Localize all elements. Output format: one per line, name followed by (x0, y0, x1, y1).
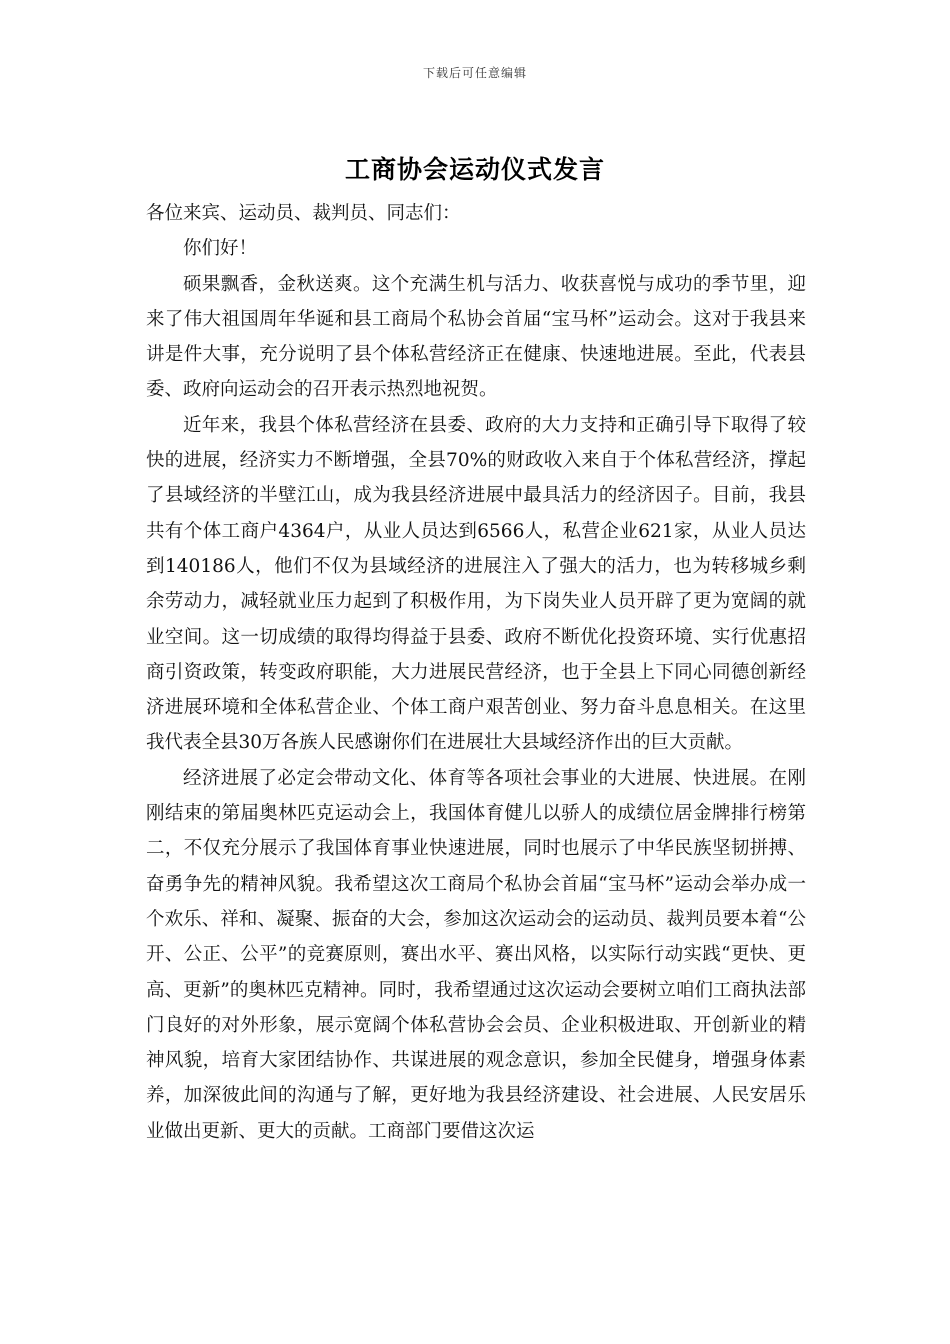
paragraph-greeting: 你们好！ (183, 238, 258, 260)
paragraph-1: 硕果飘香，金秋送爽。这个充满生机与活力、收获喜悦与成功的季节里，迎来了伟大祖国周年华诞和县工商局个私协会首届“宝马杯”运动会。这对于我县来讲是件大事，充分说明了县个体私营经济正在健康、快速地进展。至此，代表县委、政府向运动会的召开表示热烈地祝贺。 (146, 273, 806, 401)
paragraph-3: 经济进展了必定会带动文化、体育等各项社会事业的大进展、快进展。在刚刚结束的第届奥林匹克运动会上，我国体育健儿以骄人的成绩位居金牌排行榜第二，不仅充分展示了我国体育事业快速进展，同时也展示了中华民族坚韧拼搏、奋勇争先的精神风貌。我希望这次工商局个私协会首届“宝马杯”运动会举办成一个欢乐、祥和、凝聚、振奋的大会，参加这次运动会的运动员、裁判员要本着“公开、公正、公平”的竞赛原则，赛出水平、赛出风格，以实际行动实践“更快、更高、更新”的奥林匹克精神。同时，我希望通过这次运动会要树立咱们工商执法部门良好的对外形象，展示宽阔个体私营协会会员、企业积极进取、开创新业的精神风貌，培育大家团结协作、共谋进展的观念意识，参加全民健身，增强身体素养，加深彼此间的沟通与了解，更好地为我县经济建设、社会进展、人民安居乐业做出更新、更大的贡献。工商部门要借这次运 (146, 767, 806, 1142)
document-body (146, 196, 806, 1149)
salutation: 各位来宾、运动员、裁判员、同志们： (146, 203, 461, 224)
page-header: 下载后可任意编辑 (422, 66, 527, 80)
paragraph-2: 近年来，我县个体私营经济在县委、政府的大力支持和正确引导下取得了较快的进展，经济实力不断增强，全县70%的财政收入来自于个体私营经济，撑起了县域经济的半壁江山，成为我县经济进展中最具活力的经济因子。目前，我县共有个体工商户4364户，从业人员达到6566人，私营企业621家，从业人员达到140186人，他们不仅为县域经济的进展注入了强大的活力，也为转移城乡剩余劳动力，减轻就业压力起到了积极作用，为下岗失业人员开辟了更为宽阔的就业空间。这一切成绩的取得均得益于县委、政府不断优化投资环境、实行优惠招商引资政策，转变政府职能，大力进展民营经济，也于全县上下同心同德创新经济进展环境和全体私营企业、个体工商户艰苦创业、努力奋斗息息相关。在这里我代表全县30万各族人民感谢你们在进展壮大县域经济作出的巨大贡献。 (146, 414, 806, 754)
document-title: 工商协会运动仪式发言 (344, 155, 605, 184)
